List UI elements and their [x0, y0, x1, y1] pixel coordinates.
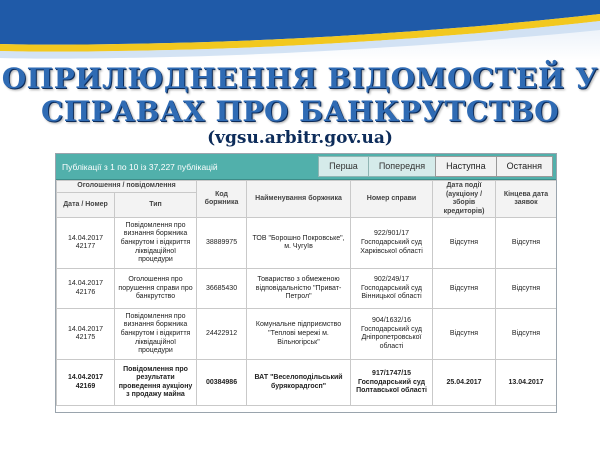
row-event-date: Відсутня [433, 269, 496, 309]
row-case: 917/1747/15 Господарський суд Полтавської області [351, 360, 433, 406]
table-row[interactable] [57, 309, 557, 360]
row-code: 24422912 [197, 309, 247, 360]
row-date: 14.04.2017 [67, 325, 104, 333]
row-end-date: Відсутня [496, 269, 557, 309]
row-date-cell [57, 360, 115, 406]
row-case: 904/1632/16 Господарський суд Дніпропетровської області [351, 309, 433, 360]
previous-page-button[interactable]: Попередня [368, 156, 436, 177]
row-event-date: Відсутня [433, 218, 496, 269]
row-end-date: 13.04.2017 [496, 360, 557, 406]
row-number: 42176 [75, 288, 96, 296]
pagination [319, 154, 556, 179]
row-code: 00384986 [197, 360, 247, 406]
col-header-end-date[interactable]: Кінцева дата заявок [496, 181, 557, 218]
row-type: Повідомлення про визнання боржника банкрутом і відкриття ліквідаційної процедури [115, 218, 197, 269]
col-header-date[interactable]: Дата / Номер [57, 193, 115, 218]
row-type: Оголошення про порушення справи про банкрутство [115, 269, 197, 309]
col-header-name[interactable]: Найменування боржника [247, 181, 351, 218]
row-event-date: 25.04.2017 [433, 360, 496, 406]
row-number: 42169 [75, 382, 96, 390]
first-page-button[interactable]: Перша [318, 156, 369, 177]
group-header: Оголошення / повідомлення [57, 181, 197, 193]
slide-subtitle: (vgsu.arbitr.gov.ua) [207, 128, 393, 148]
row-code: 36685430 [197, 269, 247, 309]
row-name: ТОВ "Борошно Покровське", м. Чугуїв [247, 218, 351, 269]
row-type: Повідомлення про визнання боржника банкрутом і відкриття ліквідаційної процедури [115, 309, 197, 360]
row-event-date: Відсутня [433, 309, 496, 360]
row-case: 902/249/17 Господарський суд Вінницької області [351, 269, 433, 309]
row-case: 922/901/17 Господарський суд Харківської області [351, 218, 433, 269]
row-date: 14.04.2017 [67, 234, 104, 242]
col-header-case[interactable]: Номер справи [351, 181, 433, 218]
publications-table [56, 180, 557, 406]
row-name: Товариство з обмеженою відповідальністю "Приват-Петрол" [247, 269, 351, 309]
row-code: 38889975 [197, 218, 247, 269]
slide-title [0, 62, 600, 128]
next-page-button[interactable]: Наступна [435, 156, 497, 177]
col-header-type[interactable]: Тип [115, 193, 197, 218]
row-date-cell [57, 269, 115, 309]
row-number: 42175 [75, 334, 96, 342]
table-row[interactable] [57, 218, 557, 269]
row-end-date: Відсутня [496, 218, 557, 269]
row-date: 14.04.2017 [67, 374, 104, 382]
title-line-2: СПРАВАХ ПРО БАНКРУТСТВО [40, 95, 560, 128]
row-date-cell [57, 309, 115, 360]
row-end-date: Відсутня [496, 309, 557, 360]
row-number: 42177 [75, 243, 96, 251]
publications-table-panel [55, 153, 557, 413]
title-line-1: ОПРИЛЮДНЕННЯ ВІДОМОСТЕЙ У [1, 62, 599, 95]
table-row[interactable] [57, 360, 557, 406]
publications-count: Публікації з 1 по 10 із 37,227 публікацій [62, 161, 218, 172]
table-toolbar [56, 154, 556, 180]
row-name: ВАТ "Веселоподільський бурякорадгосп" [247, 360, 351, 406]
last-page-button[interactable]: Остання [496, 156, 553, 177]
col-header-event-date[interactable]: Дата події (аукціону / зборів кредиторів) [433, 181, 496, 218]
row-name: Комунальне підприємство "Теплові мережі м. Вільногірськ" [247, 309, 351, 360]
row-date-cell [57, 218, 115, 269]
col-header-code[interactable]: Код боржника [197, 181, 247, 218]
row-type: Повідомлення про результати проведення аукціону з продажу майна [115, 360, 197, 406]
table-row[interactable] [57, 269, 557, 309]
row-date: 14.04.2017 [67, 280, 104, 288]
